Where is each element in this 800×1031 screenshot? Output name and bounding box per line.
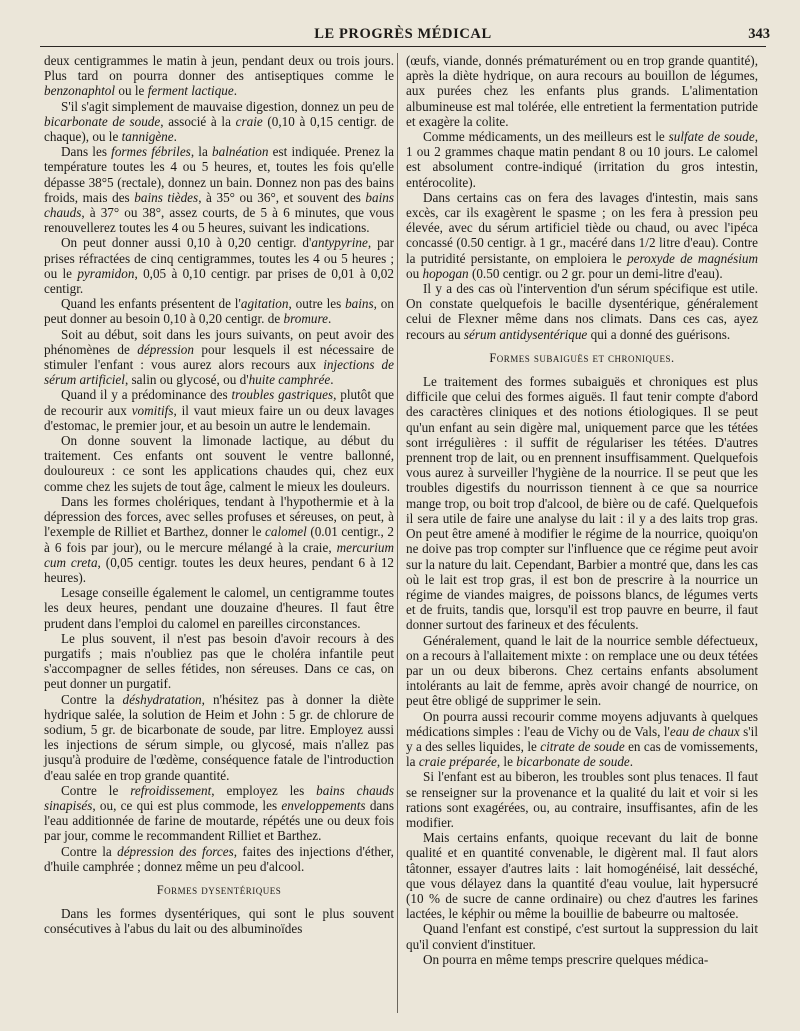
right-column [406,53,758,967]
paragraph: Soit au début, soit dans les jours suivants, on peut avoir des phénomènes de dépression pour lesquels il est nécessaire de stimuler l'enfant : vous aurez alors recours aux injections de sérum artificiel, salin ou glycosé, ou d'huite camphrée. [44,326,394,388]
paragraph: Généralement, quand le lait de la nourrice semble défectueux, on a recours à l'allaitement mixte : on remplace une ou deux tétées par un ou deux biberons. Chez certains enfants absolument intolérants au lait de femme, après avoir changé de nourrice, on peut être obligé de supprimer le sein. [406,632,758,709]
paragraph: Il y a des cas où l'intervention d'un sérum spécifique est utile. On constate quelquefois le bacille dysentérique, généralement celui de Flexner même dans nos climats. Dans ces cas, ayez recours au sérum antidysentérique qui a donné des guérisons. [406,281,758,342]
paragraph: Dans les formes cholériques, tendant à l'hypothermie et à la dépression des forces, avec selles profuses et séreuses, on peut, à l'exemple de Rilliet et Barthez, donner le calomel (0.01 centigr., 2 à 6 fois par jour), ou le mercure mélangé à la craie, mercurium cum creta, (0,05 centigr. toutes les deux heures, pendant 6 à 12 heures). [44,493,395,585]
column-divider [397,53,398,1013]
paragraph: On donne souvent la limonade lactique, au début du traitement. Ces enfants ont souvent le ventre ballonné, douloureux : ce sont les applications chaudes qui, chez eux comme chez les sujets de tout âge, calment le mieux les douleurs. [44,433,394,494]
paragraph: deux centigrammes le matin à jeun, pendant deux ou trois jours. Plus tard on pourra donner des antiseptiques comme le benzonaphtol ou le ferment lactique. [44,53,394,99]
section-heading: Formes dysentériques [156,882,282,897]
journal-title: LE PROGRÈS MÉDICAL [314,26,492,42]
paragraph: Mais certains enfants, quoique recevant du lait de bonne qualité et en quantité convenable, le digèrent mal. Il faut alors tâtonner, essayer d'autres laits : lait homogénéisé, lait desséché, que vous délayez dans la quantité d'eau voulue, lait hypersucré (10 % de sucre de canne ordinaire) ou chez d'autres les farines lactées, le képhir ou même la bouillie de babeurre ou maltosée. [406,830,758,922]
paragraph: Dans les formes fébriles, la balnéation est indiquée. Prenez la température toutes les 4 ou 5 heures, et, toutes les fois qu'elle dépasse 38°5 (rectale), donnez un bain. Donnez non pas des bains froids, mais des bains tièdes, à 35° ou 36°, et souvent des bains chauds, à 37° ou 38°, assez courts, de 5 à 6 minutes, que vous renouvellerez toutes les 4 ou 5 heures, suivant les indications. [44,144,394,236]
paragraph: Dans les formes dysentériques, qui sont le plus souvent consécutives à l'abus du lait ou des albuminoïdes [44,906,394,937]
section-heading: Formes subaiguës et chroniques. [489,350,675,365]
header-rule [40,46,766,47]
paragraph: Lesage conseille également le calomel, un centigramme toutes les deux heures, pendant une douzaine d'heures. Il faut être prudent dans l'emploi du calomel en pareilles circonstances. [44,585,394,631]
page-number: 343 [748,26,770,42]
paragraph: Le plus souvent, il n'est pas besoin d'avoir recours à des purgatifs ; mais n'oubliez pas que le choléra infantile peut s'accompagner de selles fétides, non séreuses. Dans ce cas, on peut donner un purgatif. [44,630,394,692]
left-column [44,53,394,937]
paragraph: Contre la déshydratation, n'hésitez pas à donner la diète hydrique salée, la solution de Heim et John : 5 gr. de chlorure de sodium, 5 gr. de bicarbonate de soude, par litre. Employez aussi les injections de sérum simple, ou glycosé, mais n'allez pas jusqu'à produire de l'œdème, conséquence fatale de l'introduction d'eau salée en trop grande quantité. [44,691,394,783]
paragraph: Dans certains cas on fera des lavages d'intestin, mais sans excès, car ils exagèrent le spasme ; on les fera à pression peu élevée, avec du sérum artificiel tiède ou chaud, ou avec l'ipéca concassé (0.50 centigr. à 1 gr., macéré dans 1/2 litre d'eau). Contre la putridité persistante, on emploiera le peroxyde de magnésium ou hopogan (0.50 centigr. ou 2 gr. pour un demi-litre d'eau). [406,189,758,281]
paragraph: Si l'enfant est au biberon, les troubles sont plus tenaces. Il faut se renseigner sur la provenance et la qualité du lait et voir si les rations sont exagérées, ou, au contraire, insuffisantes, afin de les modifier. [406,769,758,830]
paragraph: S'il s'agit simplement de mauvaise digestion, donnez un peu de bicarbonate de soude, associé à la craie (0,10 à 0,15 centigr. de chaque), ou le tannigène. [44,98,395,145]
paragraph: Contre le refroidissement, employez les bains chauds sinapisés, ou, ce qui est plus commode, les enveloppements dans l'eau additionnée de farine de moutarde, répétés une ou deux fois par jour, comme le recommandent Rilliet et Barthez. [44,782,394,844]
paragraph: Quand les enfants présentent de l'agitation, outre les bains, on peut donner au besoin 0,10 à 0,20 centigr. de bromure. [44,296,394,327]
paragraph: On peut donner aussi 0,10 à 0,20 centigr. d'antypyrine, par prises réfractées de cinq centigrammes, toutes les 4 ou 5 heures ; ou le pyramidon, 0,05 à 0,10 centigr. par prises de 0,01 à 0,02 centigr. [44,235,395,297]
paragraph: Contre la dépression des forces, faites des injections d'éther, d'huile camphrée ; donnez même un peu d'alcool. [44,843,394,874]
paragraph: On pourra en même temps prescrire quelques médica- [423,951,709,967]
paragraph: Le traitement des formes subaiguës et chroniques est plus difficile que celui des formes aiguës. Il faut tenir compte d'abord des caractères cliniques et des notions étiologiques. Il se peut qu'un enfant au sein digère mal, uniquement parce que les tétées sont irrégulières : il suffit de régulariser les tétées. D'autres prennent trop de lait, ou en prennent insuffisamment. Quelquefois vous aurez à surveiller l'hygiène de la nourrice. Il se peut que les troubles digestifs du nourrisson tiennent à ce que sa nourrice mange trop, ou boit trop d'alcool, de bière ou de café. Quelquefois il sera utile de faire une analyse du lait : il y a des laits trop gras. On peut être amené à modifier le régime de la nourrice, quoiqu'on ne doive pas trop compter sur l'influence que ce régime peut avoir sur la nature du lait. Cependant, Barbier a montré que, dans les cas où le lait est trop gras, il est bon de prescrire à la nourrice un régime de viandes maigres, de poissons blancs, de légumes verts et de fruits, tandis que, lorsqu'il est trop pauvre en beurre, il faut donner surtout des farineux et des féculents. [406,374,758,633]
paragraph: Quand il y a prédominance des troubles gastriques, plutôt que de recourir aux vomitifs, il vaut mieux faire un ou deux lavages d'estomac, le premier jour, et au besoin un autre le lendemain. [44,387,394,433]
page-header [42,26,770,46]
paragraph: Comme médicaments, un des meilleurs est le sulfate de soude, 1 ou 2 grammes chaque matin pendant 8 ou 10 jours. Le calomel est absolument contre-indiqué (irritation du gros intestin, entérocolite). [406,129,758,190]
paragraph: Quand l'enfant est constipé, c'est surtout la suppression du lait qu'il convient d'instituer. [406,921,758,952]
paragraph: (œufs, viande, donnés prématurément ou en trop grande quantité), après la diète hydrique, on aura recours au bouillon de légumes, aux purées chez les enfants plus grands. L'alimentation albumineuse est mal tolérée, elle entretient la fermentation putride et exagère la colite. [406,53,758,129]
paragraph: On pourra aussi recourir comme moyens adjuvants à quelques médications simples : l'eau de Vichy ou de Vals, l'eau de chaux s'il y a des selles liquides, le citrate de soude en cas de vomissements, la craie préparée, le bicarbonate de soude. [406,708,758,770]
